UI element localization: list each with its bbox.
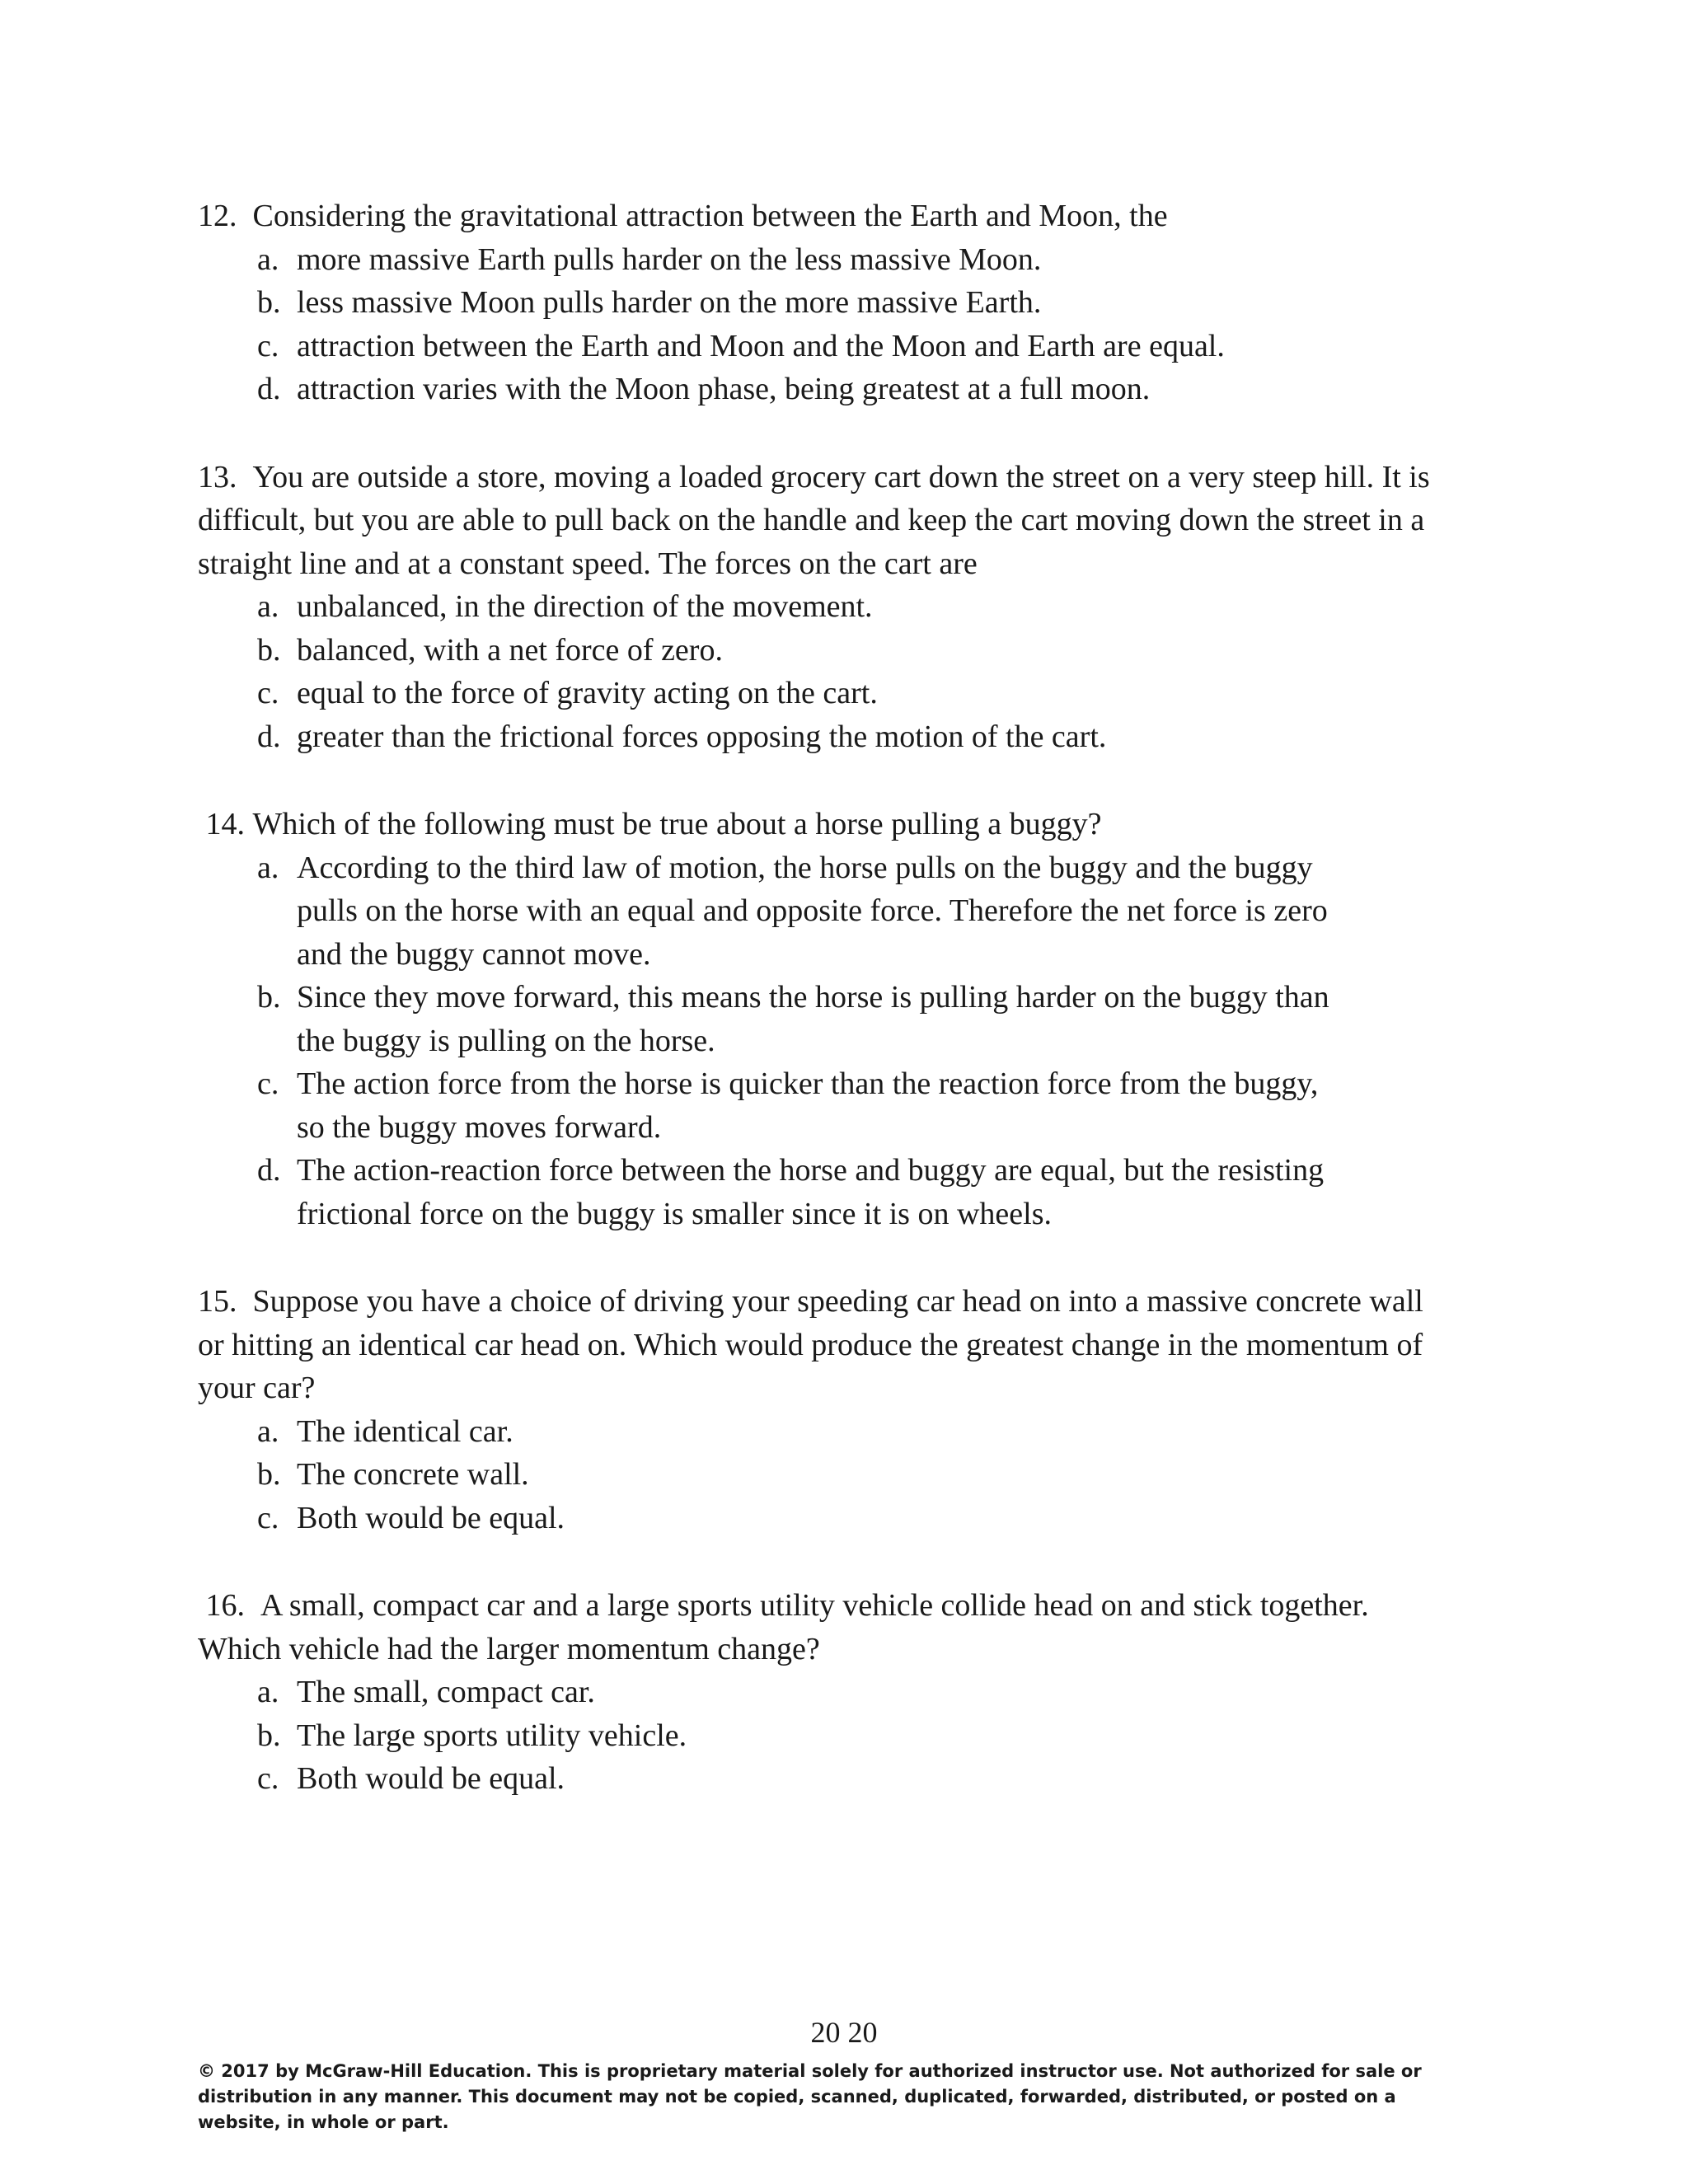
option-letter: b.: [257, 632, 281, 668]
answer-options: [198, 1410, 1451, 1540]
option-letter: c.: [257, 676, 279, 710]
option-letter: d.: [257, 372, 281, 406]
answer-options: [198, 238, 1451, 411]
answer-option-c: [198, 1497, 1451, 1540]
question-text: A small, compact car and a large sports utility vehicle collide head on and stick together. Which vehicle had the larger momentum change?: [198, 1588, 1369, 1666]
question-number: 12.: [198, 199, 237, 233]
option-text: The identical car.: [297, 1413, 513, 1449]
question-number: 16.: [205, 1588, 245, 1623]
question-text: Suppose you have a choice of driving your speeding car head on into a massive concrete wall or hitting an identical car head on. Which would produce the greatest change in the momentum of your car?: [198, 1284, 1423, 1405]
question-12: [198, 194, 1451, 411]
answer-option-c: [198, 672, 1451, 715]
answer-option-c: [198, 1757, 1451, 1801]
answer-option-a: [198, 238, 1451, 282]
option-text: Since they move forward, this means the horse is pulling harder on the buggy than the buggy is pulling on the horse.: [297, 980, 1329, 1058]
option-letter: a.: [257, 1675, 279, 1709]
option-text: The action-reaction force between the horse and buggy are equal, but the resisting frictional force on the buggy is smaller since it is on wheels.: [297, 1153, 1325, 1231]
option-letter: b.: [257, 980, 281, 1015]
option-text: The concrete wall.: [297, 1457, 529, 1492]
option-letter: b.: [257, 285, 281, 320]
question-number: 15.: [198, 1284, 237, 1319]
question-text: You are outside a store, moving a loaded grocery cart down the street on a very steep hill. It is difficult, but you are able to pull back on the handle and keep the cart moving down the street in a straight line and at a constant speed. The forces on the cart are: [198, 459, 1430, 581]
question-text: Which of the following must be true about a horse pulling a buggy?: [252, 807, 1102, 841]
option-letter: a.: [257, 1413, 279, 1449]
question-number: 13.: [198, 459, 237, 494]
answer-option-b: [198, 976, 1451, 1062]
question-stem: [198, 194, 1451, 238]
option-letter: c.: [257, 1066, 279, 1101]
answer-option-d: [198, 1149, 1451, 1235]
answer-options: [198, 1671, 1451, 1801]
answer-option-c: [198, 325, 1451, 368]
answer-option-a: [198, 1410, 1451, 1454]
option-text: The action force from the horse is quicker than the reaction force from the buggy, so the buggy moves forward.: [297, 1066, 1319, 1145]
option-letter: d.: [257, 719, 281, 754]
question-13: [198, 456, 1451, 759]
question-text: Considering the gravitational attraction between the Earth and Moon, the: [252, 199, 1168, 233]
answer-options: [198, 585, 1451, 758]
option-letter: d.: [257, 1153, 281, 1188]
question-15: [198, 1280, 1451, 1540]
answer-option-a: [198, 1671, 1451, 1714]
question-stem: [198, 1584, 1451, 1671]
option-text: attraction between the Earth and Moon and the Moon and Earth are equal.: [297, 328, 1225, 363]
question-list: [198, 194, 1451, 1845]
answer-option-c: [198, 1062, 1451, 1149]
option-text: The large sports utility vehicle.: [297, 1718, 687, 1753]
option-letter: c.: [257, 328, 279, 363]
answer-option-a: [198, 585, 1451, 629]
option-letter: b.: [257, 1457, 281, 1492]
option-text: unbalanced, in the direction of the movement.: [297, 589, 873, 624]
option-text: greater than the frictional forces opposing the motion of the cart.: [297, 719, 1107, 754]
option-text: attraction varies with the Moon phase, being greatest at a full moon.: [297, 372, 1151, 406]
option-letter: c.: [257, 1761, 279, 1796]
option-text: balanced, with a net force of zero.: [297, 632, 723, 668]
option-text: The small, compact car.: [297, 1675, 595, 1709]
question-stem: [198, 803, 1451, 846]
answer-option-d: [198, 368, 1451, 411]
option-text: more massive Earth pulls harder on the less massive Moon.: [297, 241, 1042, 277]
answer-option-b: [198, 281, 1451, 325]
answer-option-d: [198, 715, 1451, 759]
option-letter: a.: [257, 241, 279, 277]
page-number: 20 20: [810, 2016, 878, 2049]
answer-option-b: [198, 629, 1451, 673]
answer-option-b: [198, 1714, 1451, 1758]
option-text: Both would be equal.: [297, 1500, 565, 1535]
question-14: [198, 803, 1451, 1235]
question-16: [198, 1584, 1451, 1801]
answer-option-a: [198, 846, 1451, 977]
question-stem: [198, 1280, 1451, 1410]
option-text: Both would be equal.: [297, 1761, 565, 1796]
answer-option-b: [198, 1453, 1451, 1497]
question-number: 14.: [205, 807, 245, 841]
option-text: equal to the force of gravity acting on the cart.: [297, 676, 878, 710]
question-stem: [198, 456, 1451, 586]
option-letter: b.: [257, 1718, 281, 1753]
option-letter: a.: [257, 589, 279, 624]
answer-options: [198, 846, 1451, 1236]
copyright-footer: © 2017 by McGraw-Hill Education. This is proprietary material solely for authorized instructor use. Not authorized for sale or distribution in any manner. This document may not be copied, scanned, duplicated, forwarded, distributed, or posted on a website, in whole or part.: [198, 2061, 1422, 2132]
option-letter: a.: [257, 850, 279, 885]
option-text: According to the third law of motion, the horse pulls on the buggy and the buggy pulls on the horse with an equal and opposite force. Therefore the net force is zero and the buggy cannot move.: [297, 850, 1328, 972]
option-letter: c.: [257, 1500, 279, 1535]
option-text: less massive Moon pulls harder on the more massive Earth.: [297, 285, 1042, 320]
